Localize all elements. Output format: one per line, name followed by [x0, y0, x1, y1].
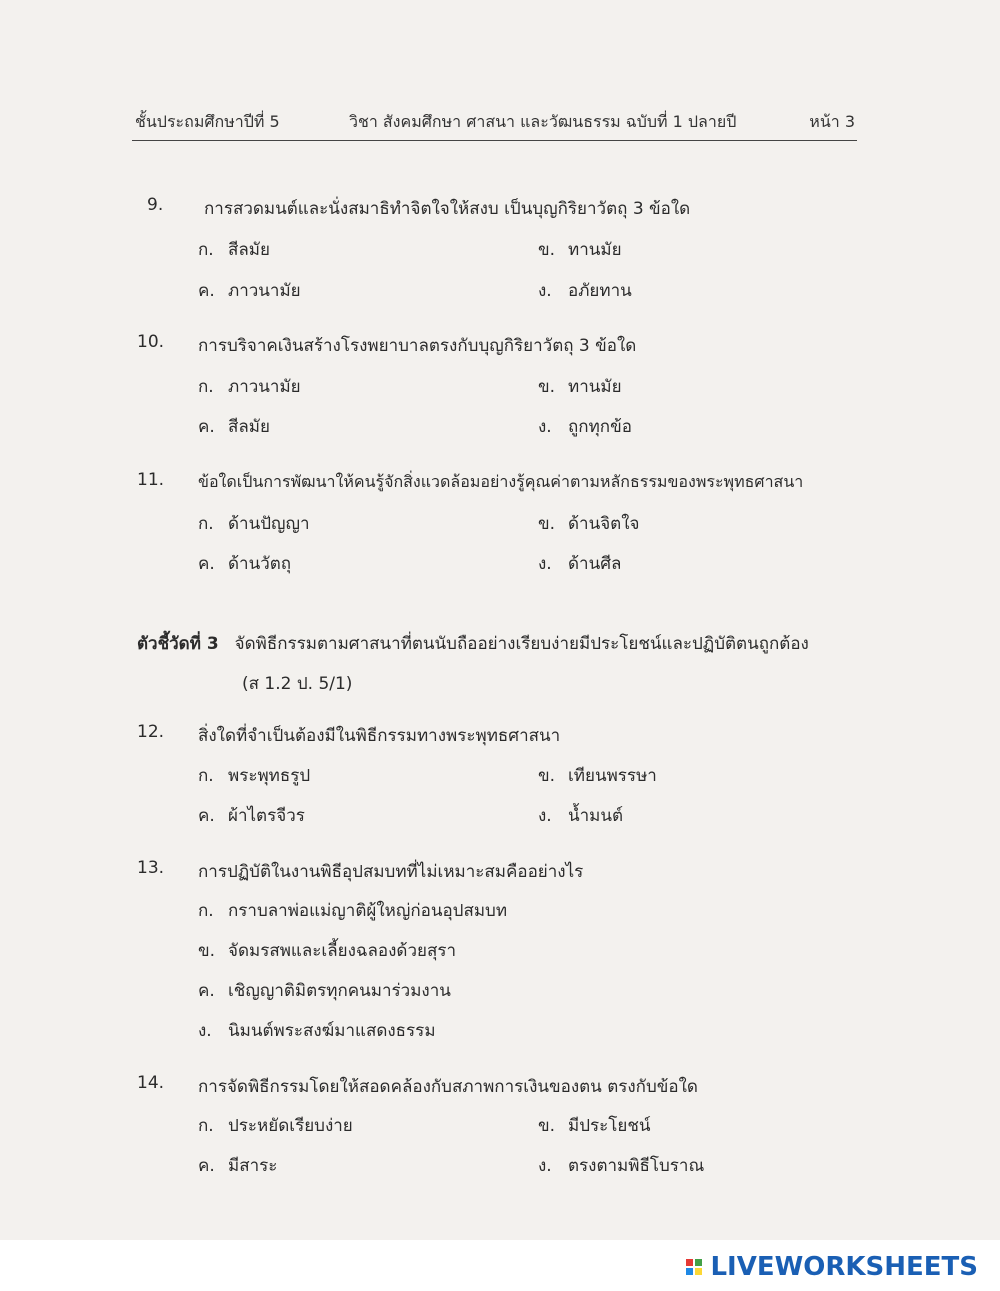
option[interactable]	[198, 236, 270, 263]
liveworksheets-logo[interactable]	[686, 1252, 978, 1282]
indicator-label: ตัวชี้วัดที่ 3	[137, 634, 219, 654]
footer-bar	[0, 1240, 1000, 1291]
question-number: 11.	[137, 470, 165, 490]
question-number: 12.	[137, 722, 165, 742]
option-letter: ข.	[538, 766, 556, 786]
option[interactable]	[538, 550, 621, 577]
option-text: ด้านจิตใจ	[568, 514, 640, 534]
option-text: ถูกทุกข้อ	[568, 417, 632, 437]
option-text: กราบลาพ่อแม่ญาติผู้ใหญ่ก่อนอุปสมบท	[228, 901, 508, 921]
option-letter: ข.	[538, 1116, 556, 1136]
option-letter: ค.	[198, 981, 215, 1001]
option-letter: ง.	[538, 806, 552, 826]
option[interactable]	[198, 1112, 353, 1139]
option-letter: ค.	[198, 806, 215, 826]
option-text: น้ำมนต์	[568, 806, 624, 826]
option-text: เชิญญาติมิตรทุกคนมาร่วมงาน	[228, 981, 451, 1001]
option[interactable]	[538, 1112, 651, 1139]
question-number: 10.	[137, 332, 165, 352]
option[interactable]	[538, 277, 632, 304]
option-letter: ก.	[198, 514, 214, 534]
option[interactable]	[198, 897, 507, 924]
question-text: สิ่งใดที่จำเป็นต้องมีในพิธีกรรมทางพระพุทธศาสนา	[198, 726, 561, 746]
option-text: มีประโยชน์	[568, 1116, 651, 1136]
option-letter: ก.	[198, 901, 214, 921]
option[interactable]	[538, 236, 622, 263]
option-text: ด้านปัญญา	[228, 514, 310, 534]
question-number: 13.	[137, 858, 165, 878]
option-text: นิมนต์พระสงฆ์มาแสดงธรรม	[228, 1021, 436, 1041]
option-text: เทียนพรรษา	[568, 766, 657, 786]
option[interactable]	[538, 1152, 704, 1179]
indicator-code: (ส 1.2 ป. 5/1)	[242, 674, 353, 694]
option[interactable]	[198, 510, 310, 537]
option-text: ภาวนามัย	[228, 281, 301, 301]
option-text: ตรงตามพิธีโบราณ	[568, 1156, 705, 1176]
question-text: การปฏิบัติในงานพิธีอุปสมบทที่ไม่เหมาะสมคืออย่างไร	[198, 862, 584, 882]
option-text: ด้านศีล	[568, 554, 622, 574]
option-text: ด้านวัตถุ	[228, 554, 292, 574]
option-text: พระพุทธรูป	[228, 766, 311, 786]
option-text: ทานมัย	[568, 377, 622, 397]
indicator-text: จัดพิธีกรรมตามศาสนาที่ตนนับถืออย่างเรียบง่ายมีประโยชน์และปฏิบัติตนถูกต้อง	[234, 634, 809, 654]
question-text: การสวดมนต์และนั่งสมาธิทำจิตใจให้สงบ เป็นบุญกิริยาวัตถุ 3 ข้อใด	[204, 199, 691, 219]
option-text: ผ้าไตรจีวร	[228, 806, 305, 826]
option-text: ทานมัย	[568, 240, 622, 260]
option-text: มีสาระ	[228, 1156, 278, 1176]
option-text: อภัยทาน	[568, 281, 632, 301]
option[interactable]	[198, 937, 456, 964]
option-text: ประหยัดเรียบง่าย	[228, 1116, 353, 1136]
option-letter: ก.	[198, 766, 214, 786]
question-text: การจัดพิธีกรรมโดยให้สอดคล้องกับสภาพการเงินของตน ตรงกับข้อใด	[198, 1077, 698, 1097]
grade-label: ชั้นประถมศึกษาปีที่ 5	[135, 112, 280, 131]
option[interactable]	[198, 550, 291, 577]
option[interactable]	[538, 802, 623, 829]
option-letter: ข.	[538, 377, 556, 397]
option[interactable]	[198, 1017, 436, 1044]
option[interactable]	[198, 802, 305, 829]
option-letter: ง.	[538, 554, 552, 574]
option[interactable]	[538, 373, 622, 400]
option[interactable]	[198, 373, 301, 400]
page-number: หน้า 3	[809, 112, 855, 131]
option[interactable]	[198, 277, 301, 304]
option-text: ภาวนามัย	[228, 377, 301, 397]
indicator-heading	[137, 630, 809, 657]
subject-title: วิชา สังคมศึกษา ศาสนา และวัฒนธรรม ฉบับที่ 1 ปลายปี	[349, 112, 737, 131]
option-letter: ก.	[198, 1116, 214, 1136]
option-letter: ก.	[198, 377, 214, 397]
option-text: จัดมรสพและเลี้ยงฉลองด้วยสุรา	[228, 941, 457, 961]
option[interactable]	[198, 1152, 277, 1179]
option-letter: ง.	[198, 1021, 212, 1041]
option-letter: ก.	[198, 240, 214, 260]
option-letter: ค.	[198, 1156, 215, 1176]
option-letter: ข.	[538, 240, 556, 260]
option-letter: ง.	[538, 1156, 552, 1176]
option-text: สีลมัย	[228, 240, 270, 260]
logo-text: LIVEWORKSHEETS	[710, 1252, 978, 1282]
liveworksheets-logo-icon	[686, 1259, 702, 1275]
option[interactable]	[198, 977, 451, 1004]
option-letter: ค.	[198, 417, 215, 437]
option[interactable]	[198, 413, 270, 440]
option[interactable]	[198, 762, 310, 789]
question-number: 14.	[137, 1073, 165, 1093]
option-letter: ค.	[198, 281, 215, 301]
header-divider	[132, 140, 857, 141]
option-letter: ข.	[538, 514, 556, 534]
option-letter: ค.	[198, 554, 215, 574]
option-letter: ง.	[538, 417, 552, 437]
question-number: 9.	[147, 195, 164, 215]
option[interactable]	[538, 762, 657, 789]
option-text: สีลมัย	[228, 417, 270, 437]
question-text: การบริจาคเงินสร้างโรงพยาบาลตรงกับบุญกิริยาวัตถุ 3 ข้อใด	[198, 336, 637, 356]
option[interactable]	[538, 510, 639, 537]
option-letter: ข.	[198, 941, 216, 961]
option[interactable]	[538, 413, 632, 440]
question-text: ข้อใดเป็นการพัฒนาให้คนรู้จักสิ่งแวดล้อมอย่างรู้คุณค่าตามหลักธรรมของพระพุทธศาสนา	[198, 472, 804, 491]
option-letter: ง.	[538, 281, 552, 301]
